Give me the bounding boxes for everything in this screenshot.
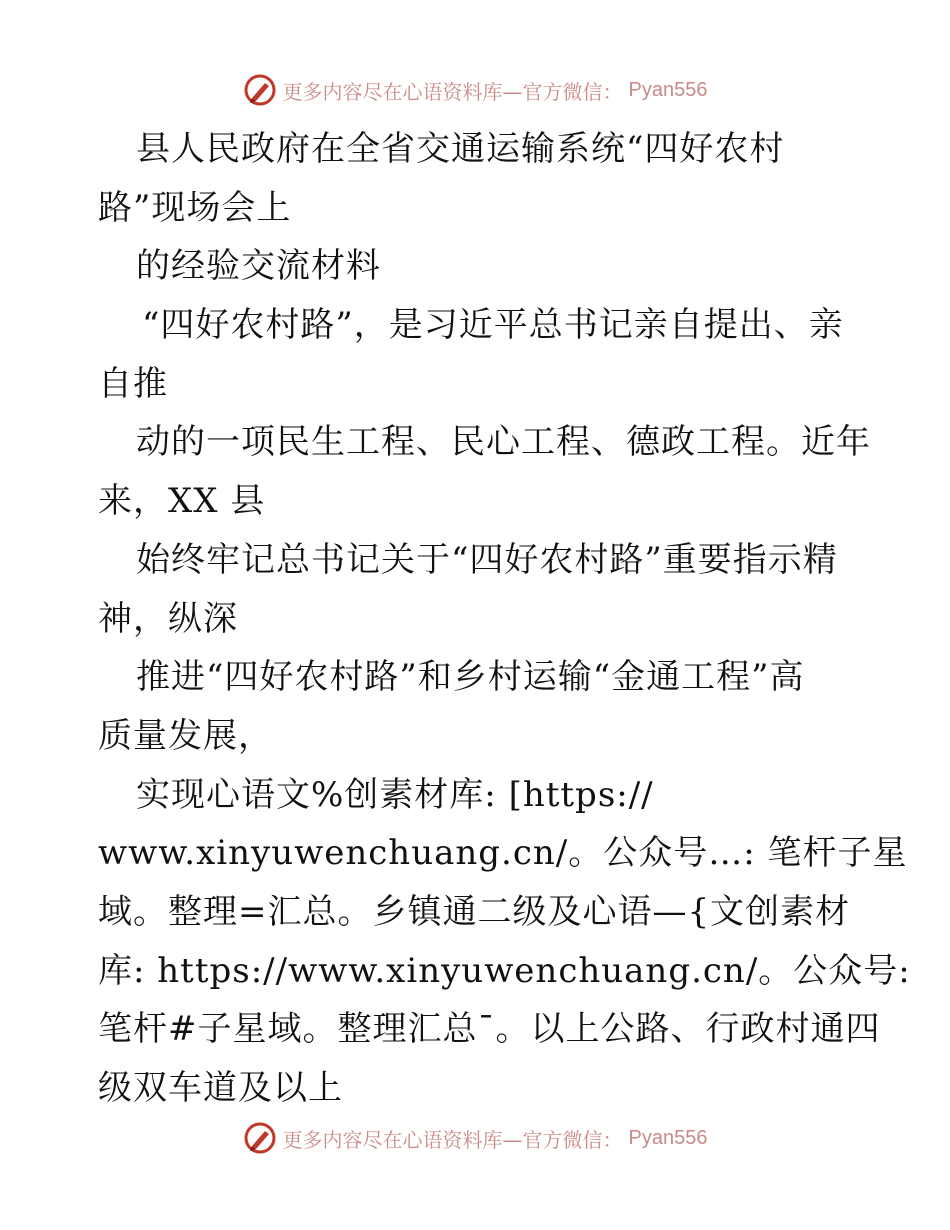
header-watermark [0, 70, 950, 110]
watermark-text: 更多内容尽在心语资料库—官方微信： [282, 79, 623, 104]
watermark-wechat-id: Pyan556 [628, 78, 708, 101]
text-line: 质量发展， [98, 715, 273, 756]
text-line: 级双车道及以上 [98, 1068, 343, 1108]
pen-logo-icon [243, 73, 277, 107]
watermark-wechat-id: Pyan556 [628, 1126, 708, 1149]
text-line: 神，纵深 [98, 598, 238, 639]
text-line: 推进“四好农村路”和乡村运输“金通工程”高 [136, 657, 805, 698]
text-line: 路”现场会上 [98, 187, 292, 228]
document-body [98, 120, 911, 1118]
text-line: 县人民政府在全省交通运输系统“四好农村 [136, 129, 785, 169]
text-line: 动的一项民生工程、民心工程、德政工程。近年 [136, 422, 871, 463]
text-line: “四好农村路”，是习近平总书记亲自提出、亲 [142, 305, 844, 346]
text-line: 实现心语文%创素材库: [https:// [136, 774, 654, 815]
footer-watermark [0, 1118, 950, 1158]
text-line: 来，XX 县 [98, 481, 266, 522]
text-line: 库: https://www.xinyuwenchuang.cn/。公众号: [98, 950, 911, 991]
text-line: 始终牢记总书记关于“四好农村路”重要指示精 [136, 539, 838, 580]
text-line: 的经验交流材料 [136, 246, 381, 287]
text-line: 域。整理=汇总。乡镇通二级及心语—{文创素材 [98, 891, 851, 932]
text-line: www.xinyuwenchuang.cn/。公众号…: 笔杆子星 [98, 833, 908, 874]
text-line: 自推 [98, 363, 168, 404]
watermark-text: 更多内容尽在心语资料库—官方微信： [282, 1127, 623, 1152]
text-line: 笔杆#子星域。整理汇总¯。以上公路、行政村通四 [98, 1009, 881, 1050]
pen-logo-icon [243, 1121, 277, 1155]
